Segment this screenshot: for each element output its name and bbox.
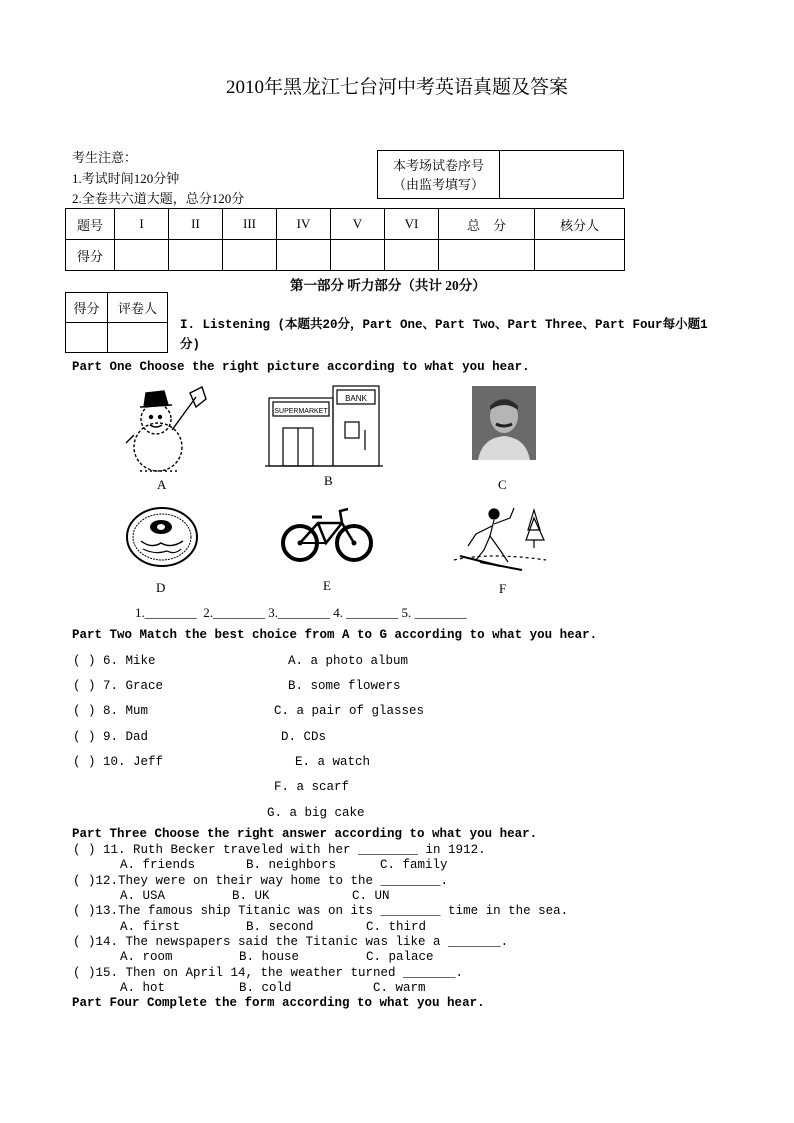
- option-c[interactable]: C. family: [380, 858, 448, 872]
- match-item-8[interactable]: ( ) 8. Mum: [73, 704, 149, 718]
- match-choice-d: D. CDs: [281, 730, 327, 744]
- option-b[interactable]: B. cold: [239, 981, 292, 995]
- option-b[interactable]: B. UK: [232, 889, 270, 903]
- question-14[interactable]: ( )14. The newspapers said the Titanic was like a _______.: [73, 935, 509, 949]
- match-item-9[interactable]: ( ) 9. Dad: [73, 730, 149, 744]
- grader-reviewer-label: 评卷人: [108, 293, 168, 323]
- col-header-2: II: [169, 209, 223, 240]
- seq-label: 本考场试卷序号: [392, 157, 484, 173]
- col-header-5: V: [331, 209, 385, 240]
- listening-intro: I. Listening (本题共20分，Part One、Part Two、Part Three、Part Four每小题1分): [180, 318, 708, 352]
- option-b[interactable]: B. neighbors: [246, 858, 337, 872]
- portrait-photo: [472, 386, 536, 460]
- score-cell[interactable]: [277, 240, 331, 271]
- seq-number-field[interactable]: [500, 151, 624, 199]
- score-cell[interactable]: [385, 240, 439, 271]
- grader-score-field[interactable]: [66, 323, 108, 353]
- score-cell-total[interactable]: [439, 240, 535, 271]
- grader-reviewer-field[interactable]: [108, 323, 168, 353]
- picture-label-c: C: [498, 477, 507, 492]
- option-c[interactable]: C. warm: [373, 981, 426, 995]
- section-heading: 第一部分 听力部分（共计 20分）: [290, 278, 486, 293]
- option-c[interactable]: C. palace: [366, 950, 434, 964]
- col-header-4: IV: [277, 209, 331, 240]
- supermarket-sign: SUPERMARKET: [274, 408, 328, 415]
- option-a[interactable]: A. hot: [120, 981, 166, 995]
- match-choice-e: E. a watch: [295, 755, 371, 769]
- picture-label-a: A: [157, 477, 167, 492]
- col-header-6: VI: [385, 209, 439, 240]
- col-header-1: I: [115, 209, 169, 240]
- match-choice-b: B. some flowers: [288, 679, 401, 693]
- question-13[interactable]: ( )13.The famous ship Titanic was on its ________ time in the sea.: [73, 904, 569, 918]
- score-table-row2-label: 得分: [66, 240, 115, 271]
- part-four-heading: Part Four Complete the form according to what you hear.: [72, 996, 485, 1010]
- col-header-checker: 核分人: [535, 209, 625, 240]
- skier-picture: [450, 500, 550, 572]
- score-cell[interactable]: [223, 240, 277, 271]
- notice-heading: 考生注意：: [72, 150, 138, 165]
- option-a[interactable]: A. friends: [120, 858, 196, 872]
- option-a[interactable]: A. room: [120, 950, 173, 964]
- question-11[interactable]: ( ) 11. Ruth Becker traveled with her ________ in 1912.: [73, 843, 486, 857]
- col-header-total: 总 分: [439, 209, 535, 240]
- option-c[interactable]: C. third: [366, 920, 427, 934]
- supermarket-bank-picture: [265, 380, 383, 470]
- option-b[interactable]: B. second: [246, 920, 314, 934]
- picture-label-d: D: [156, 580, 166, 595]
- score-cell[interactable]: [115, 240, 169, 271]
- match-item-7[interactable]: ( ) 7. Grace: [73, 679, 164, 693]
- seq-sublabel: （由监考填写）: [392, 176, 484, 192]
- option-a[interactable]: A. first: [120, 920, 181, 934]
- answer-blanks[interactable]: 1.________ 2.________ 3.________ 4. ________ 5. ________: [135, 605, 467, 620]
- question-15[interactable]: ( )15. Then on April 14, the weather turned _______.: [73, 966, 464, 980]
- score-cell[interactable]: [169, 240, 223, 271]
- question-12[interactable]: ( )12.They were on their way home to the ________.: [73, 874, 449, 888]
- bank-sign: BANK: [345, 394, 367, 403]
- option-a[interactable]: A. USA: [120, 889, 166, 903]
- notice-item-time: 1.考试时间120分钟: [72, 171, 180, 186]
- seq-number-box: [377, 150, 624, 199]
- part-one-heading: Part One Choose the right picture according to what you hear.: [72, 360, 530, 374]
- score-table: [65, 208, 625, 271]
- picture-label-f: F: [499, 581, 507, 596]
- picture-label-b: B: [324, 473, 333, 488]
- food-plate-picture: [125, 505, 200, 569]
- notice-item-total: 2.全卷共六道大题，总分120分: [72, 191, 245, 206]
- grader-score-label: 得分: [66, 293, 108, 323]
- part-two-heading: Part Two Match the best choice from A to G according to what you hear.: [72, 628, 598, 642]
- grader-box: [65, 292, 168, 353]
- part-three-heading: Part Three Choose the right answer according to what you hear.: [72, 827, 538, 841]
- match-choice-a: A. a photo album: [288, 654, 409, 668]
- match-choice-g: G. a big cake: [267, 806, 365, 820]
- score-cell[interactable]: [331, 240, 385, 271]
- col-header-3: III: [223, 209, 277, 240]
- picture-label-e: E: [323, 578, 331, 593]
- match-choice-f: F. a scarf: [274, 780, 350, 794]
- match-item-10[interactable]: ( ) 10. Jeff: [73, 755, 164, 769]
- match-choice-c: C. a pair of glasses: [274, 704, 425, 718]
- snowman-picture: [120, 385, 210, 475]
- score-cell-checker[interactable]: [535, 240, 625, 271]
- match-item-6[interactable]: ( ) 6. Mike: [73, 654, 156, 668]
- option-b[interactable]: B. house: [239, 950, 300, 964]
- score-table-row1-label: 题号: [66, 209, 115, 240]
- option-c[interactable]: C. UN: [352, 889, 390, 903]
- bicycle-picture: [278, 503, 376, 563]
- page-title: 2010年黑龙江七台河中考英语真题及答案: [225, 77, 568, 98]
